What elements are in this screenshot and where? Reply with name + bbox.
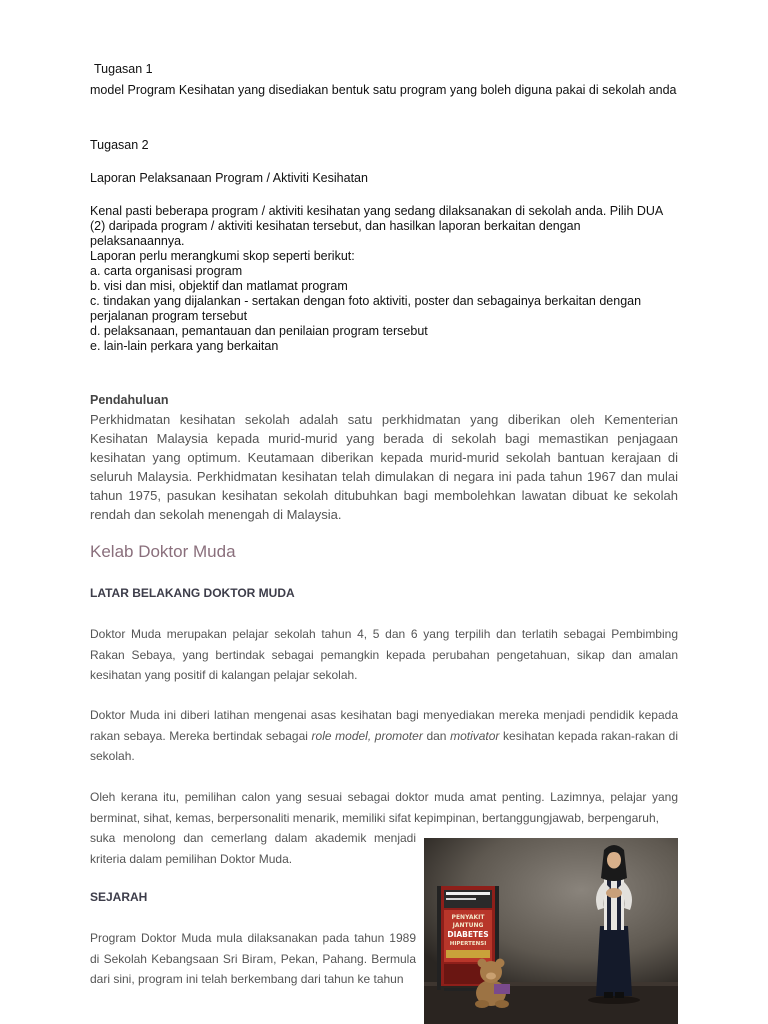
tugasan-1-title: Tugasan 1 [94,62,153,76]
latar-paragraph-3: Oleh kerana itu, pemilihan calon yang sesuai sebagai doktor muda amat penting. Lazimnya, pelajar yang berminat, sihat, kemas, berpersonaliti menarik, memiliki sifat kepimpinan, bertanggungjawab, berpengaruh, [90,790,678,825]
tugasan-2-instructions [90,204,690,354]
sejarah-text: Program Doktor Muda mula dilaksanakan pada tahun 1989 di Sekolah Kebangsaan Sri Biram, Pekan, Pahang. Bermula dari sini, program ini telah berkembang dari tahun ke tahun [90,931,416,986]
p2-text-b: kesihatan kepada rakan-rakan di sekolah. [90,728,678,763]
latar-paragraph-1: Doktor Muda merupakan pelajar sekolah tahun 4, 5 dan 6 yang terpilih dan terlatih sebagai Pembimbing Rakan Sebaya, yang bertindak sebagai pemangkin kepada perubahan pengetahuan, sikap dan amalan kesihatan yang positif di kalangan pelajar sekolah. [90,627,678,682]
instruction-line: Kenal pasti beberapa program / aktiviti kesihatan yang sedang dilaksanakan di sekolah anda. Pilih DUA [90,204,664,218]
poster-text-line: HIPERTENSI [449,941,487,947]
p2-promoter: promoter [374,728,423,743]
instruction-item: a. carta organisasi program [90,264,243,278]
latar-paragraph-2 [90,705,678,767]
instruction-line: Laporan perlu merangkumi skop seperti berikut: [90,249,355,263]
poster-text-line: DIABETES [447,930,489,939]
p2-dan: dan [422,728,451,743]
instruction-item: e. lain-lain perkara yang berkaitan [90,339,279,353]
tugasan-2-title: Tugasan 2 [90,138,149,152]
p2-comma: , [367,728,375,743]
instruction-item: perjalanan program tersebut [90,309,248,323]
p2-motivator: motivator [450,728,500,743]
pendahuluan-heading: Pendahuluan [90,393,169,407]
instruction-line: pelaksanaannya. [90,234,185,248]
poster-text-line: PENYAKIT [451,914,485,921]
doktor-muda-photo [424,838,678,1024]
instruction-line: (2) daripada program / aktiviti kesihatan tersebut, dan hasilkan laporan berkaitan dengan [90,219,581,233]
instruction-item: b. visi dan misi, objektif dan matlamat program [90,279,348,293]
poster-text-line: JANTUNG [452,922,484,929]
p2-role-model: role model [311,728,368,743]
tugasan-1-text: model Program Kesihatan yang disediakan bentuk satu program yang boleh diguna pakai di sekolah anda [90,83,677,97]
sejarah-heading: SEJARAH [90,890,148,904]
p2-text-a: Doktor Muda ini diberi latihan mengenai asas kesihatan bagi menyediakan mereka menjadi pendidik kepada rakan sebaya. Mereka bertindak sebagai [90,708,678,743]
kelab-title: Kelab Doktor Muda [90,542,236,561]
latar-paragraph-3-continued: suka menolong dan cemerlang dalam akademik menjadi kriteria dalam pemilihan Doktor Muda. [90,831,416,866]
instruction-item: d. pelaksanaan, pemantauan dan penilaian program tersebut [90,324,428,338]
instruction-item: c. tindakan yang dijalankan - sertakan dengan foto aktiviti, poster dan sebagainya berkaitan dengan [90,294,642,308]
pendahuluan-text: Perkhidmatan kesihatan sekolah adalah satu perkhidmatan yang diberikan oleh Kementerian Kesihatan Malaysia kepada murid-murid yang berada di sekolah bagi memastikan penjagaan kesihatan yang optimum. Keutamaan diberikan kepada murid-murid sekolah bantuan kerajaan di seluruh Malaysia. Perkhidmatan kesihatan telah dimulakan di negara ini pada tahun 1967 dan mulai tahun 1975, pasukan kesihatan sekolah ditubuhkan bagi membolehkan lawatan dibuat ke sekolah rendah dan sekolah menengah di Malaysia. [90,412,678,522]
tugasan-2-subtitle: Laporan Pelaksanaan Program / Aktiviti Kesihatan [90,171,368,185]
latar-belakang-heading: LATAR BELAKANG DOKTOR MUDA [90,586,295,600]
